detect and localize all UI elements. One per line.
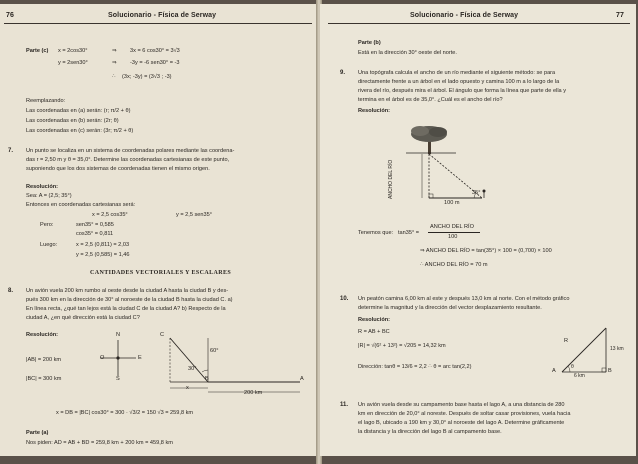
problem-text: el lago B, ubicado a 190 km y 30,0° al noroeste del lago A. Determine gráficamente [358,420,565,426]
point-c-label: C [160,332,165,338]
problem-number: 8. [8,288,14,294]
therefore-icon: ∴ [112,74,116,80]
equation: sen35° = 0,585 [76,222,114,228]
text-line: Pero: [40,222,54,228]
compass-north-label: N [116,332,121,338]
side-13km-label: 13 km [610,346,624,352]
flight-path-diagram [150,330,310,400]
problem-text: directamente frente a un árbol en el lado opuesto y camina 100 m a lo largo de la [358,79,560,85]
compass-east-label: E [138,355,142,361]
text-line: Las coordenadas en (c) serán: (3r; π/2 + θ) [26,128,134,134]
point-b-label: B [205,376,209,382]
problem-text: termina en el árbol es de 35,0°. ¿Cuál es el ancho del río? [358,97,503,103]
problem-text: pués 300 km en la dirección de 30° al noroeste de la ciudad B hasta la ciudad C. a) [26,297,233,303]
parte-b-label: Parte (b) [358,40,381,46]
problem-number: 7. [8,148,14,154]
header-rule [4,23,312,24]
base-100m-label: 100 m [444,200,460,206]
angle-60-label: 60° [210,348,219,354]
equation: Nos piden: AD = AB + BD = 259,8 km + 200 km = 459,8 km [26,440,173,446]
point-a-label: A [552,368,556,374]
text-line: Las coordenadas en (b) serán: (2r; θ) [26,118,119,124]
equation: ⇒ ANCHO DEL RÍO = tan(35°) × 100 = (0,700) × 100 [420,248,552,254]
problem-text: Un peatón camina 6,00 km al este y después 13,0 km al norte. Con el método gráfico [358,296,570,302]
equation: -3y = -6 sen30° = -3 [130,60,180,66]
river-width-label: ANCHO DEL RÍO [388,159,394,199]
section-title: CANTIDADES VECTORIALES Y ESCALARES [90,270,232,276]
problem-text: Un avión vuela desde su campamento base hasta el lago A, a una distancia de 280 [358,402,565,408]
problem-text: suponiendo que los dos sistemas de coordenadas tienen el mismo origen. [26,166,210,172]
resolucion-heading: Resolución: [26,332,59,338]
point-a-label: A [300,376,304,382]
page-header: Solucionario - Física de Serway [410,12,519,19]
segment-200-label: 200 km [244,390,263,396]
fraction-numerator: ANCHO DEL RÍO [430,224,474,230]
equation: |R| = √(6² + 13²) = √205 = 14,32 km [358,343,446,349]
fraction-bar [428,232,480,233]
text-line: Luego: [40,242,58,248]
resolucion-heading: Resolución: [358,108,391,114]
text-line: Entonces en coordenadas cartesianas será: [26,202,136,208]
page-header: Solucionario - Física de Serway [108,12,217,19]
equation: |BC| = 300 km [26,376,62,382]
parte-c-label: Parte (c) [26,48,49,54]
text-line: Está en la dirección 30° oeste del norte. [358,50,457,56]
problem-text: determine la magnitud y la dirección del vector desplazamiento resultante. [358,305,542,311]
problem-text: Una topógrafa calcula el ancho de un río mediante el siguiente método: se para [358,70,556,76]
arrow-icon: ⇒ [112,60,117,66]
fraction-denominator: 100 [448,234,458,240]
equation: x = DB = |BC| cos30° = 300 · √3/2 = 150 √3 = 259,8 km [56,410,194,416]
problem-text: Un punto se localiza en un sistema de coordenadas polares mediante las coordena- [26,148,235,154]
equation: tan35° = [398,230,420,236]
problem-text: la distancia y la dirección del lago B al campamento base. [358,429,502,435]
problem-text: Un avión vuela 200 km rumbo al oeste desde la ciudad A hasta la ciudad B y des- [26,288,229,294]
text-line: Tenemos que: [358,230,394,236]
equation: y = 2sen30° [58,60,88,66]
problem-number: 9. [340,70,346,76]
equation: ∴ ANCHO DEL RÍO = 70 m [420,262,488,268]
problem-text: km en dirección de 20,0° al noreste. Después de soltar casar provisiones, vuela hacia [358,411,571,417]
vector-r-label: R [564,338,569,344]
equation: R = AB + BC [358,329,390,335]
equation: |AB| = 200 km [26,357,62,363]
left-page [0,4,319,456]
equation: x = 2,5 cos35° [92,212,128,218]
problem-text: das r = 2,50 m y θ = 35,0°. Determine las coordenadas cartesianas de este punto, [26,157,230,163]
resolucion-heading: Resolución: [26,184,59,190]
angle-30-label: 30° [188,366,197,372]
parte-a-label: Parte (a) [26,430,49,436]
text-line: Reemplazando: [26,98,66,104]
arrow-icon: ⇒ [112,48,117,54]
page-number: 77 [616,12,624,19]
segment-x-label: x [186,385,189,391]
equation: cos35° = 0,811 [76,231,114,237]
side-6km-label: 6 km [574,373,585,379]
point-b-label: B [608,368,612,374]
equation: y = 2,5 (0,585) = 1,46 [76,252,130,258]
right-page [320,4,636,456]
angle-theta-label: θ [571,364,574,370]
problem-text: En línea recta, ¿qué tan lejos está la ciudad C de la ciudad A? b) Respecto de la [26,306,226,312]
equation: 3x = 6 cos30° = 3√3 [130,48,180,54]
equation: (3x; -3y) = (3√3 ; -3) [122,74,172,80]
text-line: Las coordenadas en (a) serán: (r; π/2 + θ) [26,108,131,114]
page-number: 76 [6,12,14,19]
compass-west-label: O [100,355,105,361]
problem-number: 10. [340,296,349,302]
equation: y = 2,5 sen35° [176,212,212,218]
equation: x = 2cos30° [58,48,88,54]
compass-south-label: S [116,376,120,382]
angle-35-label: 35° [472,190,481,196]
problem-number: 11. [340,402,349,408]
equation: x = 2,5 (0,811) = 2,03 [76,242,130,248]
resolucion-heading: Resolución: [358,317,391,323]
header-rule [328,23,630,24]
problem-text: rivera del río, después mira el árbol. El ángulo que forma la línea que parte de ella y [358,88,567,94]
equation: Dirección: tanθ = 13/6 = 2,2 ∴ θ = arc tan(2,2) [358,364,472,370]
problem-text: ciudad A, ¿en qué dirección está la ciudad C? [26,315,140,321]
text-line: Sea: A = (2,5; 35°) [26,193,72,199]
